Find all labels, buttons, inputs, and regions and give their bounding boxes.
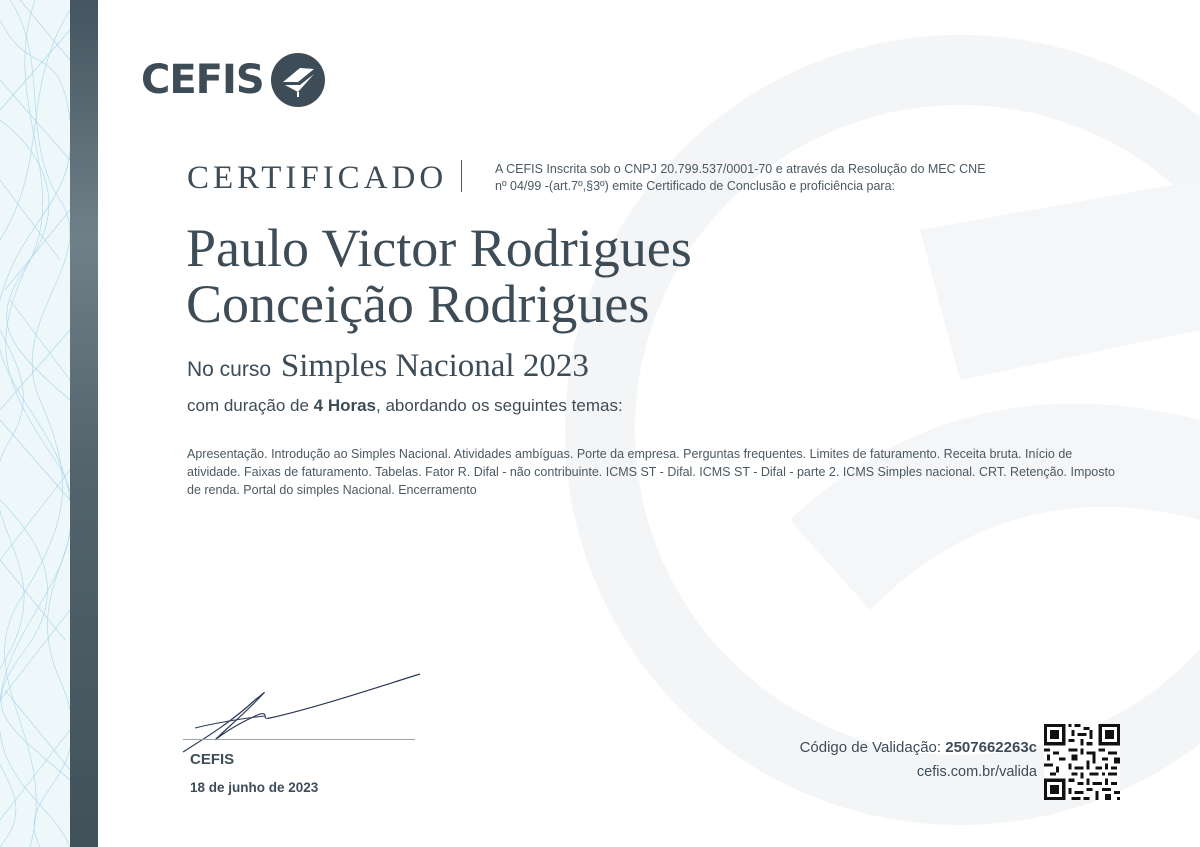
course-topics: Apresentação. Introdução ao Simples Nacional. Atividades ambíguas. Porte da empresa. Perguntas frequentes. Limites de faturamento. Receita bruta. Início de atividade. Faixas de faturamento. Tabelas. Fator R. Difal - não contribuinte. ICMS ST - Difal. ICMS ST - Difal - parte 2. ICMS Simples nacional. CRT. Retenção. Imposto de renda. Portal do simples Nacional. Encerramento: [187, 447, 1115, 497]
guilloche-pattern-icon: [0, 0, 70, 847]
signer-name: CEFIS: [190, 751, 235, 768]
legal-text: [495, 161, 1015, 195]
duration-line: [187, 396, 623, 416]
signature-line: [183, 739, 415, 740]
side-bar: [70, 0, 98, 847]
cefis-book-logo-icon: [270, 52, 326, 108]
validation-label: Código de Validação:: [799, 739, 942, 756]
cefis-logo: [141, 52, 326, 108]
legal-line-2: nº 04/99 -(art.7º,§3º) emite Certificado de Conclusão e proficiência para:: [495, 179, 896, 193]
qr-code-icon: [1044, 724, 1120, 800]
recipient-name-line-2: Conceição Rodrigues: [186, 274, 650, 334]
recipient-name: [186, 220, 986, 332]
validation-block: [800, 739, 1037, 780]
header-divider: [461, 160, 462, 192]
validation-code-row: [800, 739, 1037, 756]
validation-url[interactable]: cefis.com.br/valida: [916, 764, 1037, 780]
decorative-pattern: [0, 0, 70, 847]
duration-value: 4 Horas: [313, 396, 377, 415]
course-name: Simples Nacional 2023: [280, 348, 589, 384]
course-line: [187, 348, 589, 385]
course-prefix: No curso: [187, 358, 272, 381]
validation-code: 2507662263c: [945, 739, 1037, 756]
duration-suffix: , abordando os seguintes temas:: [376, 396, 623, 415]
recipient-name-line-1: Paulo Victor Rodrigues: [186, 218, 692, 278]
duration-prefix: com duração de: [187, 396, 309, 415]
logo-text: CEFIS: [141, 57, 264, 103]
legal-line-1: A CEFIS Inscrita sob o CNPJ 20.799.537/0001-70 e através da Resolução do MEC CNE: [495, 162, 986, 176]
issue-date: 18 de junho de 2023: [190, 780, 319, 795]
signature-icon: [175, 668, 425, 758]
certificate-title: CERTIFICADO: [187, 160, 448, 196]
watermark-logo-icon: [540, 0, 1200, 847]
